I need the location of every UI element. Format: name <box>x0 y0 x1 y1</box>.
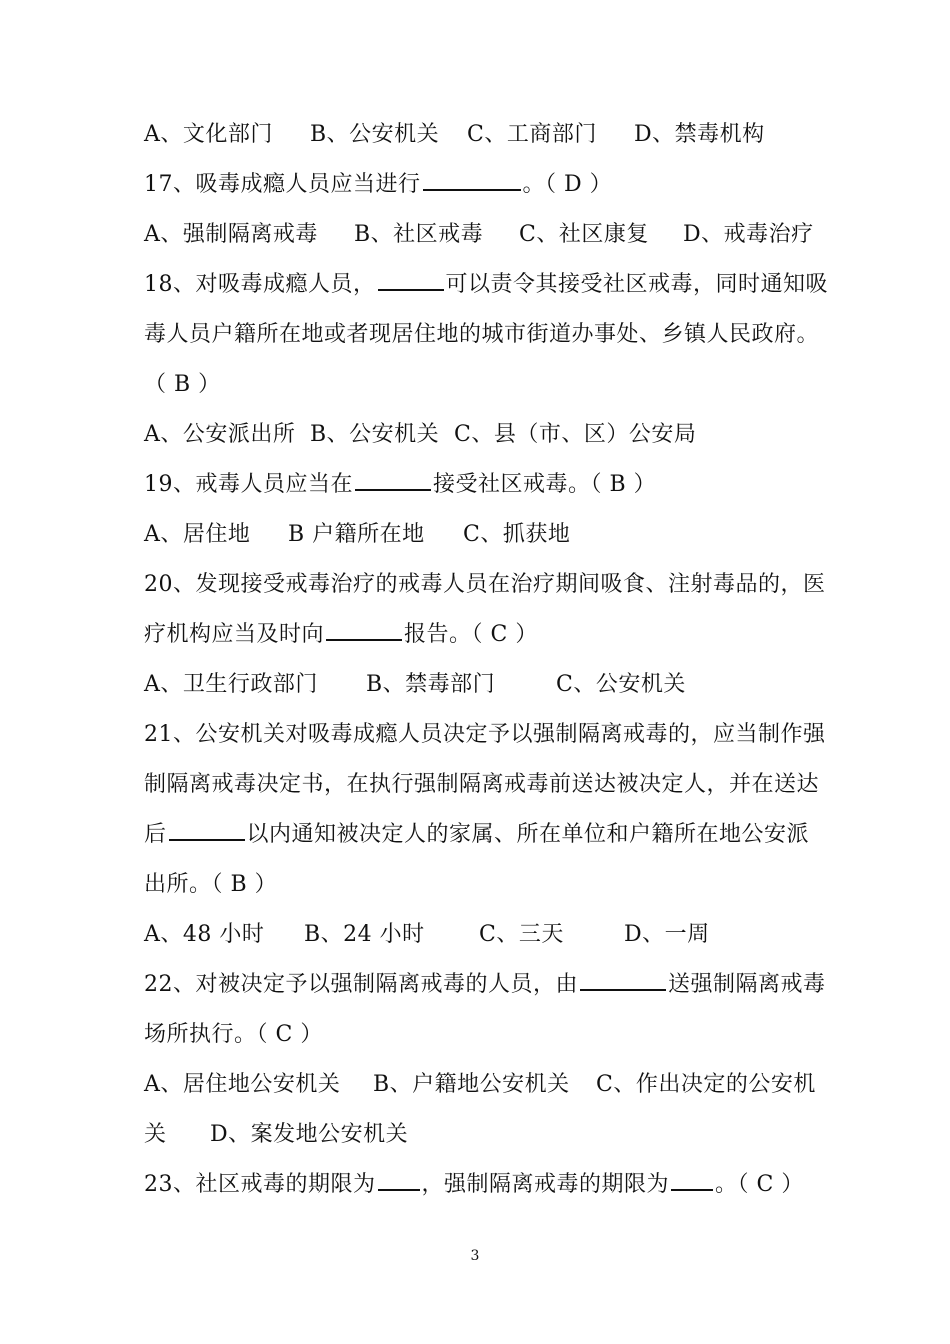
question-text: 17、吸毒成瘾人员应当进行 <box>144 172 421 197</box>
question-21-line-3 <box>144 810 840 860</box>
question-text-continued: 接受社区戒毒。（ B ） <box>433 472 657 497</box>
question-text-continued: 送强制隔离戒毒 <box>668 972 826 997</box>
question-text-continued: 报告。（ C ） <box>404 622 538 647</box>
option-c: C、社区康复 <box>519 222 649 247</box>
question-23 <box>144 1160 840 1210</box>
question-21-line-1: 21、公安机关对吸毒成瘾人员决定予以强制隔离戒毒的，应当制作强 <box>144 722 826 747</box>
option-c: C、作出决定的公安机 <box>596 1072 816 1097</box>
options-line-18 <box>144 410 840 460</box>
question-20-line-1: 20、发现接受戒毒治疗的戒毒人员在治疗期间吸食、注射毒品的，医 <box>144 572 826 597</box>
option-a: A、居住地 <box>144 522 251 547</box>
question-17 <box>144 160 840 210</box>
question-19 <box>144 460 840 510</box>
option-a: A、文化部门 <box>144 122 273 147</box>
options-line-20 <box>144 660 840 710</box>
option-a: A、公安派出所 <box>144 422 296 447</box>
options-line-17 <box>144 210 840 260</box>
question-text: 后 <box>144 822 167 847</box>
options-line-22-continued <box>144 1110 840 1160</box>
answer-blank <box>378 267 444 291</box>
question-21-line-2: 制隔离戒毒决定书，在执行强制隔离戒毒前送达被决定人，并在送达 <box>144 772 820 797</box>
question-answer: 。（ D ） <box>522 172 613 197</box>
option-b: B 户籍所在地 <box>288 522 425 547</box>
option-c: C、工商部门 <box>467 122 597 147</box>
answer-blank <box>671 1167 713 1191</box>
question-22-line-1 <box>144 960 840 1010</box>
answer-blank <box>378 1167 420 1191</box>
question-18-line-2: 毒人员户籍所在地或者现居住地的城市街道办事处、乡镇人民政府。 <box>144 322 820 347</box>
option-d: D、戒毒治疗 <box>683 222 814 247</box>
question-answer: 。（ C ） <box>715 1172 804 1197</box>
question-text: 疗机构应当及时向 <box>144 622 325 647</box>
options-line-21 <box>144 910 840 960</box>
options-line-22 <box>144 1060 840 1110</box>
option-c: C、公安机关 <box>556 672 686 697</box>
answer-blank <box>580 967 666 991</box>
question-20-line-2 <box>144 610 840 660</box>
answer-blank <box>423 167 521 191</box>
page-number: 3 <box>470 1248 480 1264</box>
option-d: D、案发地公安机关 <box>210 1122 409 1147</box>
answer-blank <box>355 467 431 491</box>
options-line-16 <box>144 110 840 160</box>
option-b: B、社区戒毒 <box>354 222 484 247</box>
question-18-line-1 <box>144 260 840 310</box>
answer-blank <box>326 617 402 641</box>
option-a: A、48 小时 <box>144 922 265 947</box>
question-text: 23、社区戒毒的期限为 <box>144 1172 376 1197</box>
question-text: 19、戒毒人员应当在 <box>144 472 353 497</box>
question-text: 22、对被决定予以强制隔离戒毒的人员，由 <box>144 972 578 997</box>
option-c: C、三天 <box>479 922 564 947</box>
options-line-19 <box>144 510 840 560</box>
option-c-continued: 关 <box>144 1122 167 1147</box>
question-text-continued: 以内通知被决定人的家属、所在单位和户籍所在地公安派 <box>246 822 810 847</box>
option-c: C、抓获地 <box>463 522 571 547</box>
option-b: B、24 小时 <box>304 922 425 947</box>
question-22-line-2: 场所执行。（ C ） <box>144 1022 323 1047</box>
option-b: B、禁毒部门 <box>366 672 496 697</box>
question-21-line-4: 出所。（ B ） <box>144 872 278 897</box>
question-18-answer: （ B ） <box>144 372 221 397</box>
option-a: A、卫生行政部门 <box>144 672 318 697</box>
option-c: C、县（市、区）公安局 <box>454 422 697 447</box>
question-text-continued: ，强制隔离戒毒的期限为 <box>421 1172 670 1197</box>
question-text: 18、对吸毒成瘾人员， <box>144 272 376 297</box>
option-a: A、强制隔离戒毒 <box>144 222 318 247</box>
option-b: B、公安机关 <box>310 422 440 447</box>
option-a: A、居住地公安机关 <box>144 1072 341 1097</box>
option-d: D、禁毒机构 <box>634 122 765 147</box>
question-text-continued: 可以责令其接受社区戒毒，同时通知吸 <box>445 272 829 297</box>
option-b: B、公安机关 <box>310 122 440 147</box>
option-d: D、一周 <box>624 922 710 947</box>
option-b: B、户籍地公安机关 <box>373 1072 570 1097</box>
answer-blank <box>169 817 245 841</box>
